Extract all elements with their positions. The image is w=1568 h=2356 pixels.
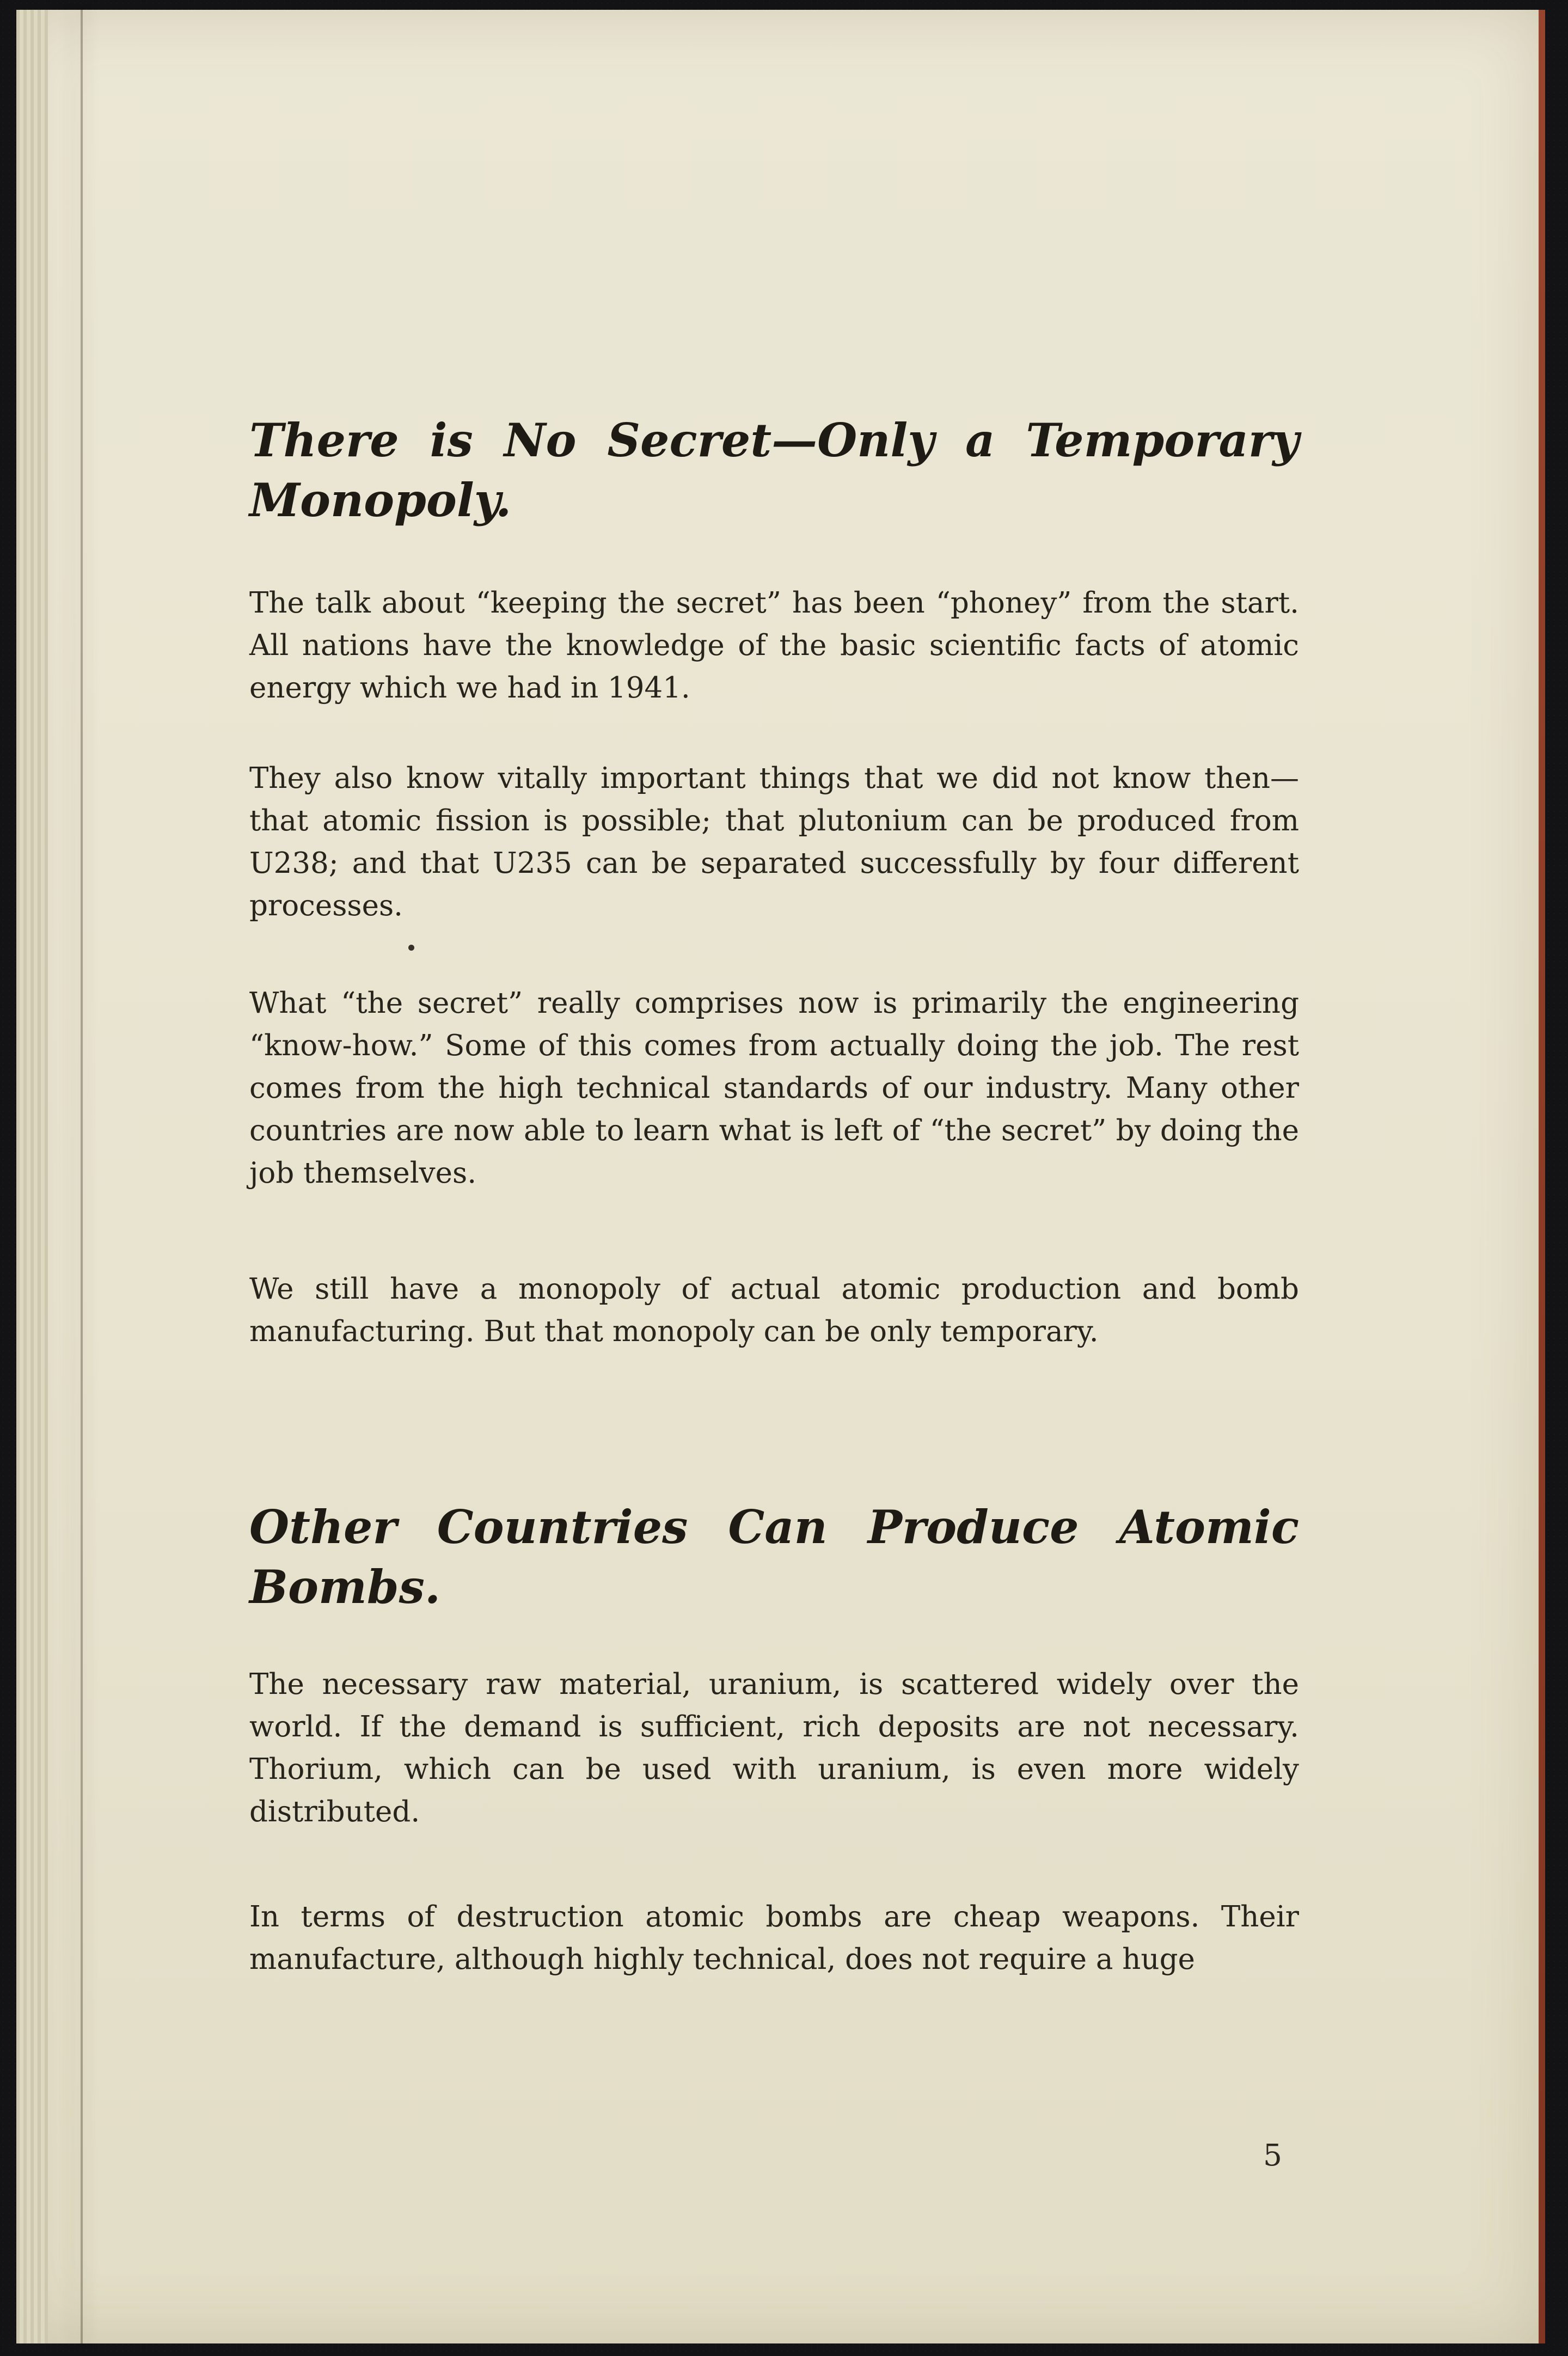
ink-dot-artifact	[408, 945, 414, 951]
heading-no-secret: There is No Secret—Only a Temporary Monopoly.	[249, 413, 1299, 527]
paragraph-phoney-secret: The talk about “keeping the secret” has been “phoney” from the start. All nations have the knowledge of the basic scientific facts of atomic energy which we had in 1941.	[249, 586, 1299, 705]
paragraph-monopoly-temporary: We still have a monopoly of actual atomic production and bomb manufacturing. But that monopoly can be only temporary.	[249, 1272, 1299, 1348]
book-page	[16, 10, 1539, 2343]
red-stained-page-edge	[1539, 10, 1545, 2343]
binding-fore-edge	[16, 10, 48, 2343]
text-column	[249, 411, 1299, 1981]
paragraph-cheap-weapons: In terms of destruction atomic bombs are cheap weapons. Their manufacture, although highly technical, does not require a huge	[249, 1900, 1299, 1976]
paragraph-uranium-thorium: The necessary raw material, uranium, is scattered widely over the world. If the demand is sufficient, rich deposits are not necessary. Thorium, which can be used with uranium, is even more widely distributed.	[249, 1668, 1299, 1828]
paragraph-know-how: What “the secret” really comprises now is primarily the engineering “know-how.” Some of this comes from actually doing the job. The rest comes from the high technical standards of our industry. Many other countries are now able to learn what is left of “the secret” by doing the job themselves.	[249, 987, 1299, 1190]
heading-other-countries: Other Countries Can Produce Atomic Bombs.	[249, 1500, 1299, 1614]
page-crease-line	[81, 10, 83, 2343]
page-number: 5	[1263, 2138, 1282, 2173]
paragraph-vitally-important: They also know vitally important things that we did not know then—that atomic fission is possible; that plutonium can be produced from U238; and that U235 can be separated successfully by four different processes.	[249, 762, 1299, 922]
